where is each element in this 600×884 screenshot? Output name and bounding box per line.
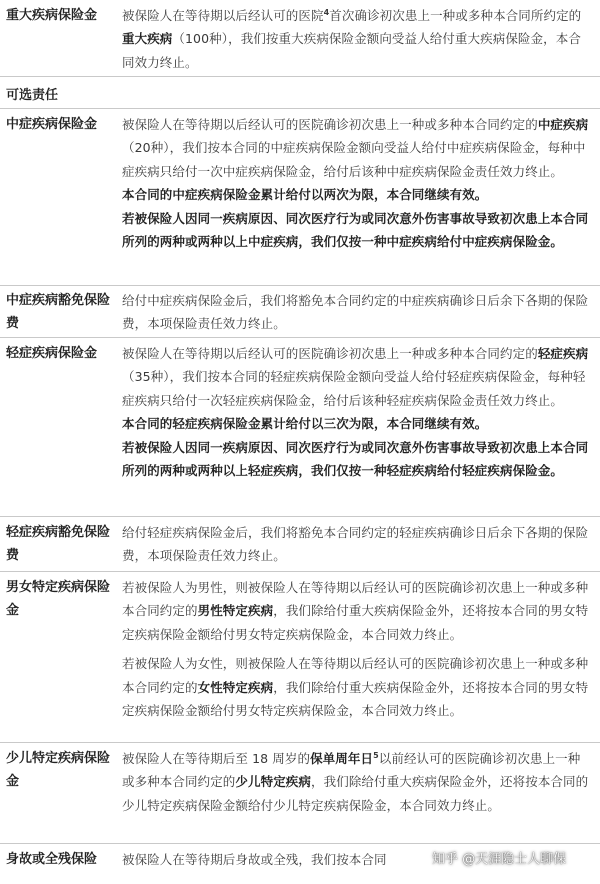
text-seg: 给付轻症疾病保险金后，我们将豁免本合同约定的轻症疾病确诊日后余下各期的保险费，本项保险责任效力终止。 [122,525,589,564]
desc-child-specific [122,747,592,817]
source-watermark: 知乎 @天涯隐士人聊保 [432,852,567,867]
text-seg: ，我们除给付重大疾病保险金外，还将按本合同的男女特定疾病保险金额给付男女特定疾病保险金，本合同效力终止。 [122,679,589,719]
bold-term: 女性特定疾病 [197,679,274,695]
row-gender-specific [0,572,600,743]
desc-gender-specific [122,576,592,722]
desc-mild-waiver [122,521,592,568]
bold-term: 重大疾病 [122,31,173,47]
bold-term: 中症疾病 [537,117,589,132]
bold-term: 保单周年日 [310,751,374,766]
text-seg: ，我们除给付重大疾病保险金外，还将按本合同的男女特定疾病保险金额给付男女特定疾病保险金，本合同效力终止。 [122,603,589,642]
row-moderate-waiver [0,285,600,338]
text-seg: 若被保险人为男性，则被保险人在等待期以后经认可的医院确诊初次患上一种或多种本合同约定的 [122,580,589,619]
term-death-disability: 身故或全残保险 [6,852,98,867]
row-child-specific [0,743,600,844]
bold-term: 男性特定疾病 [197,603,274,619]
row-critical-illness [0,0,600,77]
bold-paragraph: 若被保险人因同一疾病原因、同次医疗行为或同次意外伤害事故导致初次患上本合同所列的两种或两种以上轻症疾病，我们仅按一种轻症疾病给付轻症疾病保险金。 [122,439,589,479]
text-seg: 被保险人在等待期以后经认可的医院确诊初次患上一种或多种本合同约定的 [122,346,538,361]
text-seg: 给付中症疾病保险金后，我们将豁免本合同约定的中症疾病确诊日后余下各期的保险费，本项保险责任效力终止。 [122,293,589,332]
term-critical-illness: 重大疾病保险金 [6,8,98,23]
bold-term: 轻症疾病 [537,346,589,361]
text-seg: 以前经认可的医院确诊初次患上一种或多种本合同约定的 [122,751,581,790]
row-moderate-illness [0,108,600,286]
footnote-marker: 4 [323,7,330,17]
bold-paragraph: 本合同的轻症疾病保险金累计给付以三次为限，本合同继续有效。 [122,416,488,432]
bold-paragraph: 若被保险人因同一疾病原因、同次医疗行为或同次意外伤害事故导致初次患上本合同所列的两种或两种以上中症疾病，我们仅按一种中症疾病给付中症疾病保险金。 [122,210,589,250]
text-seg: 被保险人在等待期后身故或全残，我们按本合同 [122,852,387,867]
text-seg: （100种），我们按重大疾病保险金额向受益人给付重大疾病保险金，本合同效力终止。 [122,31,581,70]
desc-moderate-waiver [122,289,592,336]
term-mild-illness: 轻症疾病保险金 [6,346,98,361]
term-moderate-illness: 中症疾病保险金 [6,117,98,132]
section-title-optional: 可选责任 [6,88,59,103]
term-mild-waiver: 轻症疾病豁免保险费 [6,525,111,563]
bold-paragraph: 本合同的中症疾病保险金累计给付以两次为限，本合同继续有效。 [122,187,488,203]
text-seg: 被保险人在等待期以后经认可的医院 [122,8,324,23]
bold-term: 少儿特定疾病 [235,774,312,790]
row-mild-illness [0,338,600,517]
desc-critical-illness [122,4,592,74]
text-seg: 被保险人在等待期以后经认可的医院确诊初次患上一种或多种本合同约定的 [122,117,538,132]
term-moderate-waiver: 中症疾病豁免保险费 [6,293,111,331]
text-seg: 若被保险人为女性，则被保险人在等待期以后经认可的医院确诊初次患上一种或多种本合同约定的 [122,656,589,695]
term-gender-specific: 男女特定疾病保险金 [6,580,111,618]
text-seg: （20种），我们按本合同的中症疾病保险金额向受益人给付中症疾病保险金，每种中症疾病只给付一次中症疾病保险金，给付后该种中症疾病保险金责任效力终止。 [122,140,586,179]
desc-mild-illness [122,342,592,482]
row-mild-waiver [0,517,600,572]
text-seg: （35种），我们按本合同的轻症疾病保险金额向受益人给付轻症疾病保险金，每种轻症疾病只给付一次轻症疾病保险金，给付后该种轻症疾病保险金责任效力终止。 [122,369,586,408]
text-seg: 首次确诊初次患上一种或多种本合同所约定的 [329,8,582,23]
text-seg: 被保险人在等待期后至 18 周岁的 [122,751,311,766]
text-seg: ，我们除给付重大疾病保险金外，还将按本合同的少儿特定疾病保险金额给付少儿特定疾病保险金，本合同效力终止。 [122,774,589,813]
desc-moderate-illness [122,113,592,253]
footnote-marker: 5 [373,750,379,760]
term-child-specific: 少儿特定疾病保险金 [6,751,111,789]
